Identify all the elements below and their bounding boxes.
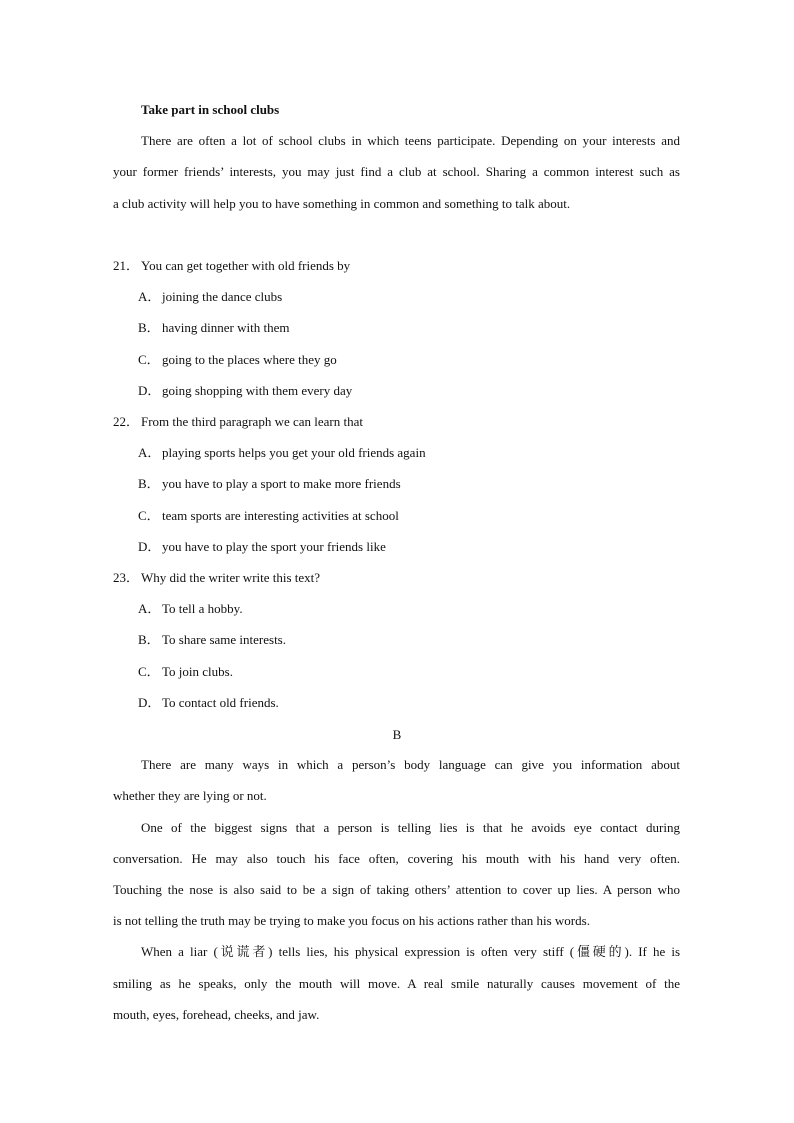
question-stem: You can get together with old friends by <box>141 258 351 273</box>
question-stem: Why did the writer write this text? <box>141 570 321 585</box>
option-text: team sports are interesting activities at school <box>162 508 399 523</box>
passage-b-p1-line: There are many ways in which a person’s body language can give you information about <box>141 757 680 772</box>
option-letter: B． <box>138 476 160 491</box>
question-22 <box>113 414 363 430</box>
option-23-b <box>138 632 286 648</box>
passage-b-p2-line: is not telling the truth may be trying to make you focus on his actions rather than his words. <box>113 913 590 928</box>
option-23-c <box>138 664 233 680</box>
passage-b-p2-line: conversation. He may also touch his face often, covering his mouth with his hand very often. <box>113 851 680 866</box>
option-21-d <box>138 383 352 399</box>
option-text: having dinner with them <box>162 320 290 335</box>
option-text: playing sports helps you get your old friends again <box>162 445 426 460</box>
option-22-a <box>138 445 426 461</box>
passage-b-p3-line: When a liar (说谎者) tells lies, his physical expression is often very stiff (僵硬的). If he is <box>141 944 680 959</box>
passage-b-p1-line: whether they are lying or not. <box>113 788 267 803</box>
option-letter: A． <box>138 289 161 304</box>
option-text: To contact old friends. <box>162 695 279 710</box>
question-number: 22． <box>113 414 140 429</box>
option-text: going to the places where they go <box>162 352 337 367</box>
option-letter: D． <box>138 695 161 710</box>
option-letter: C． <box>138 508 160 523</box>
question-21 <box>113 258 350 274</box>
passage-a-line: a club activity will help you to have something in common and something to talk about. <box>113 196 571 211</box>
section-label: B <box>392 727 402 742</box>
option-text: To tell a hobby. <box>162 601 243 616</box>
passage-a-line: your former friends’ interests, you may just find a club at school. Sharing a common interest such as <box>113 164 680 179</box>
option-text: going shopping with them every day <box>162 383 353 398</box>
passage-a-line: There are often a lot of school clubs in which teens participate. Depending on your interests and <box>141 133 680 148</box>
option-text: To share same interests. <box>162 632 286 647</box>
option-22-b <box>138 476 401 492</box>
option-text: To join clubs. <box>162 664 233 679</box>
option-letter: A． <box>138 445 161 460</box>
question-stem: From the third paragraph we can learn that <box>141 414 363 429</box>
passage-b-p3-line: mouth, eyes, forehead, cheeks, and jaw. <box>113 1007 320 1022</box>
option-23-d <box>138 695 279 711</box>
option-letter: D． <box>138 539 161 554</box>
option-letter: C． <box>138 352 160 367</box>
question-number: 21． <box>113 258 140 273</box>
option-23-a <box>138 601 243 617</box>
passage-title: Take part in school clubs <box>141 102 280 117</box>
passage-b-p2-line: Touching the nose is also said to be a sign of taking others’ attention to cover up lies. A person who <box>113 882 680 897</box>
passage-b-p2-line: One of the biggest signs that a person is telling lies is that he avoids eye contact during <box>141 820 680 835</box>
option-text: joining the dance clubs <box>162 289 283 304</box>
option-text: you have to play the sport your friends like <box>162 539 386 554</box>
option-21-a <box>138 289 282 305</box>
question-number: 23． <box>113 570 140 585</box>
option-letter: D． <box>138 383 161 398</box>
option-21-c <box>138 352 337 368</box>
option-letter: C． <box>138 664 160 679</box>
option-text: you have to play a sport to make more friends <box>162 476 401 491</box>
passage-b-p3-line: smiling as he speaks, only the mouth will move. A real smile naturally causes movement of the <box>113 976 680 991</box>
option-21-b <box>138 320 289 336</box>
option-letter: A． <box>138 601 161 616</box>
option-22-d <box>138 539 386 555</box>
option-22-c <box>138 508 399 524</box>
question-23 <box>113 570 320 586</box>
option-letter: B． <box>138 632 160 647</box>
option-letter: B． <box>138 320 160 335</box>
